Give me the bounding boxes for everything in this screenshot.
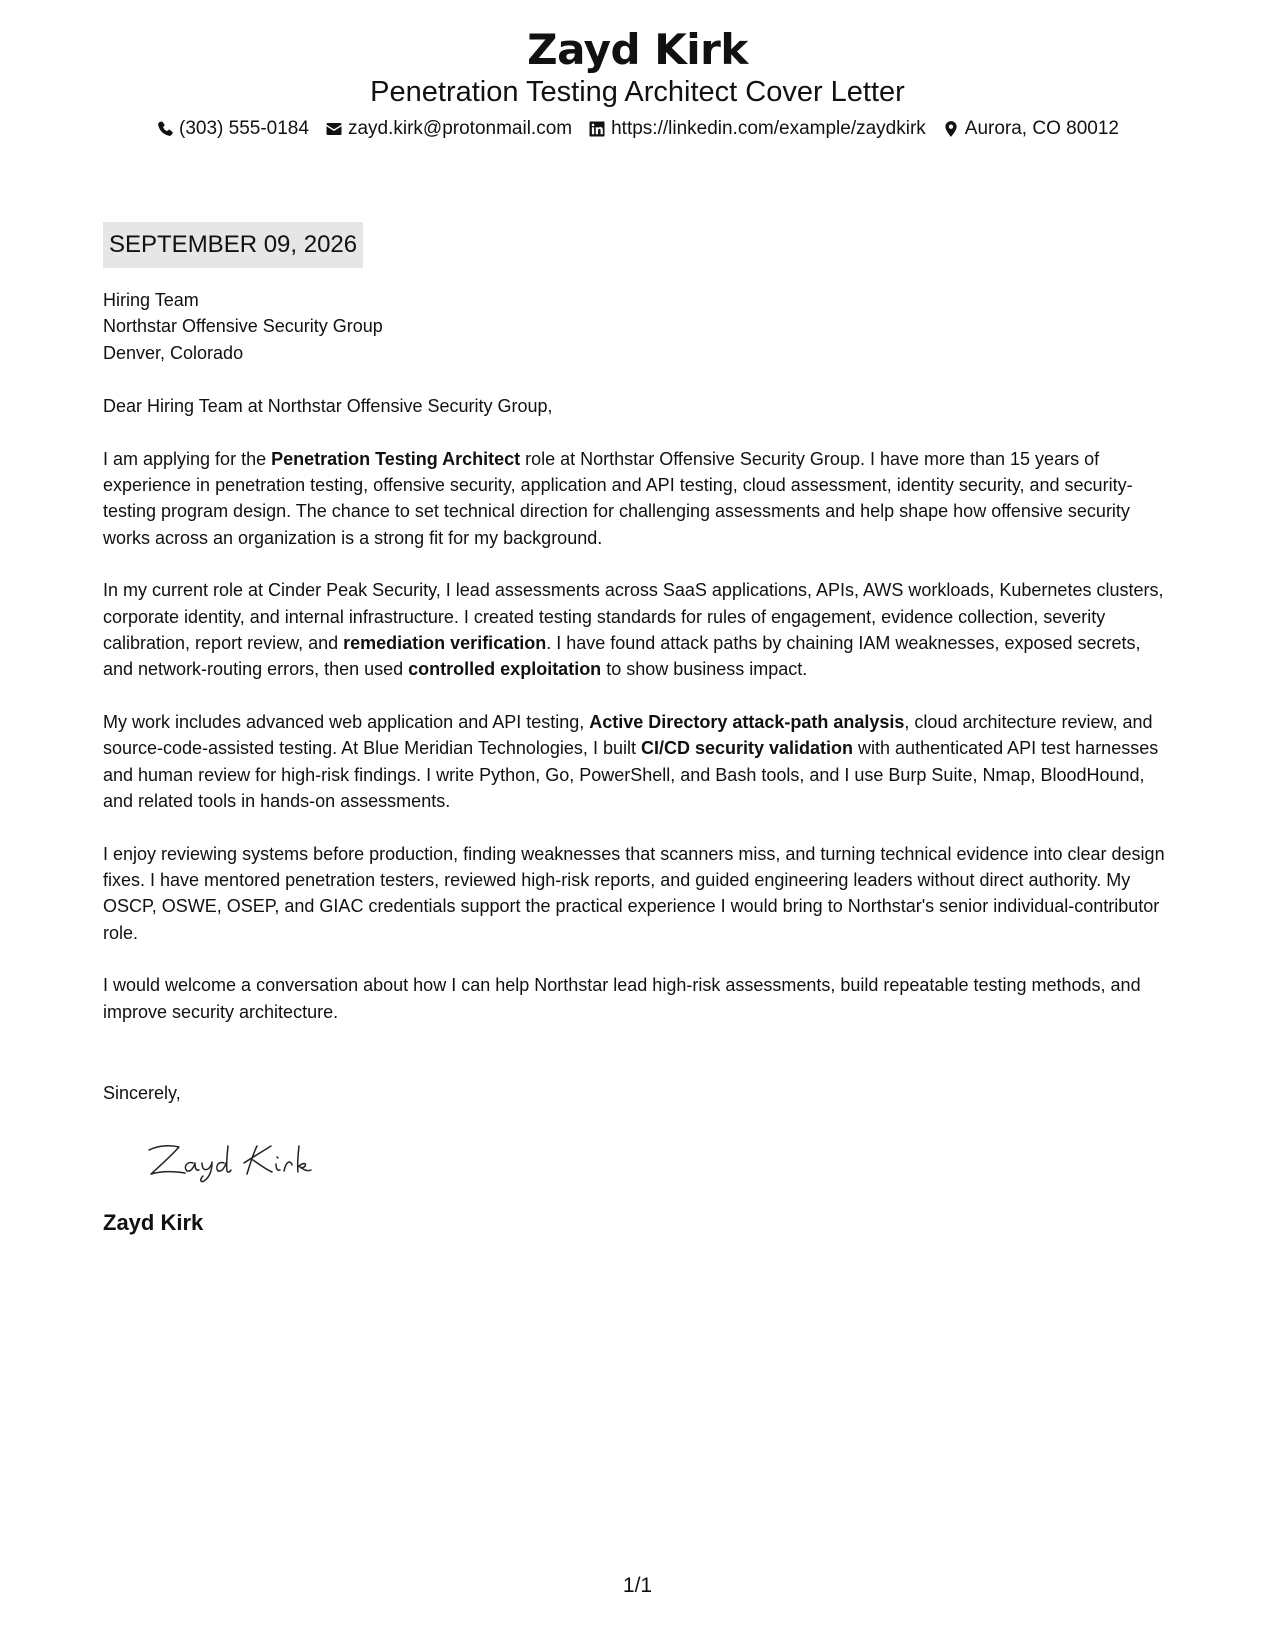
phone-icon: [156, 120, 174, 138]
bold-text-run: CI/CD security validation: [640, 738, 854, 759]
bold-text-run: Penetration Testing Architect: [271, 448, 521, 469]
page-indicator: 1/1: [622, 1574, 653, 1597]
paragraph-intro: [103, 446, 1175, 552]
email-address[interactable]: zayd.kirk@protonmail.com: [347, 118, 573, 139]
letter-date: SEPTEMBER 09, 2026: [103, 222, 363, 268]
salutation: Dear Hiring Team at Northstar Offensive Security Group,: [103, 396, 553, 417]
text-run: I am applying for the: [103, 448, 272, 469]
recipient-block: [103, 287, 1175, 366]
map-pin-icon: [942, 120, 960, 138]
text-run: My work includes advanced web application and API testing,: [103, 711, 590, 732]
paragraph-leadership: I enjoy reviewing systems before production, finding weaknesses that scanners miss, and turning technical evidence into clear design fixes. I have mentored penetration testers, reviewed high-risk reports, and guided engineering leaders without direct authority. My OSCP, OSWE, OSEP, and GIAC credentials support the practical experience I would bring to Northstar's senior individual-contributor role.: [103, 843, 1165, 943]
text-run: In my current role at Cinder Peak Security, I lead assessments across SaaS applications, APIs, AWS workloads, Kubernetes clusters, corporate identity, and internal infrastructure. I created testing standards for rules of engagement, evidence collection, severity calibration, report review, and: [103, 580, 1164, 654]
letter-header: [0, 22, 1275, 142]
bold-text-run: Active Directory attack-path analysis: [589, 711, 905, 732]
location-text: Aurora, CO 80012: [964, 118, 1119, 139]
contact-location: [942, 116, 1119, 142]
contact-email: [325, 116, 572, 142]
paragraph-closing: I would welcome a conversation about how I can help Northstar lead high-risk assessments, build repeatable testing methods, and improve security architecture.: [103, 975, 1141, 1022]
linkedin-url[interactable]: https://linkedin.com/example/zaydkirk: [611, 118, 926, 139]
text-run: to show business impact.: [601, 659, 808, 680]
text-run: . I have found attack paths by chaining IAM weaknesses, exposed secrets, and network-routing errors, then used: [103, 633, 1141, 680]
recipient-line: Northstar Offensive Security Group: [103, 316, 383, 337]
phone-number[interactable]: (303) 555-0184: [179, 118, 309, 139]
applicant-name: Zayd Kirk: [527, 25, 748, 74]
paragraph-technical-work: [103, 709, 1175, 815]
letter-body: [103, 287, 1175, 1238]
letter-title: Penetration Testing Architect Cover Letter: [370, 76, 905, 108]
recipient-line: Hiring Team: [103, 290, 199, 310]
recipient-line: Denver, Colorado: [103, 342, 244, 363]
handwritten-signature: [141, 1134, 331, 1184]
bold-text-run: controlled exploitation: [408, 659, 602, 680]
linkedin-icon: [588, 120, 606, 138]
text-run: role at Northstar Offensive Security Group. I have more than 15 years of experience in penetration testing, offensive security, application and API testing, cloud assessment, identity security, and security-testing program design. The chance to set technical direction for challenging assessments and help shape how offensive security works across an organization is a strong fit for my background.: [103, 448, 1133, 548]
contact-linkedin: [588, 116, 926, 142]
contact-phone: [156, 116, 309, 142]
text-run: with authenticated API test harnesses and human review for high-risk findings. I write Python, Go, PowerShell, and Bash tools, and I use Burp Suite, Nmap, BloodHound, and related tools in hands-on assessments.: [103, 738, 1159, 812]
signer-name: Zayd Kirk: [103, 1209, 204, 1235]
closing-phrase: Sincerely,: [103, 1082, 181, 1103]
contact-bar: [0, 116, 1275, 142]
envelope-icon: [325, 120, 343, 138]
text-run: , cloud architecture review, and source-code-assisted testing. At Blue Meridian Technologies, I built: [103, 711, 1153, 759]
paragraph-current-role: [103, 577, 1175, 683]
bold-text-run: remediation verification: [343, 633, 547, 654]
